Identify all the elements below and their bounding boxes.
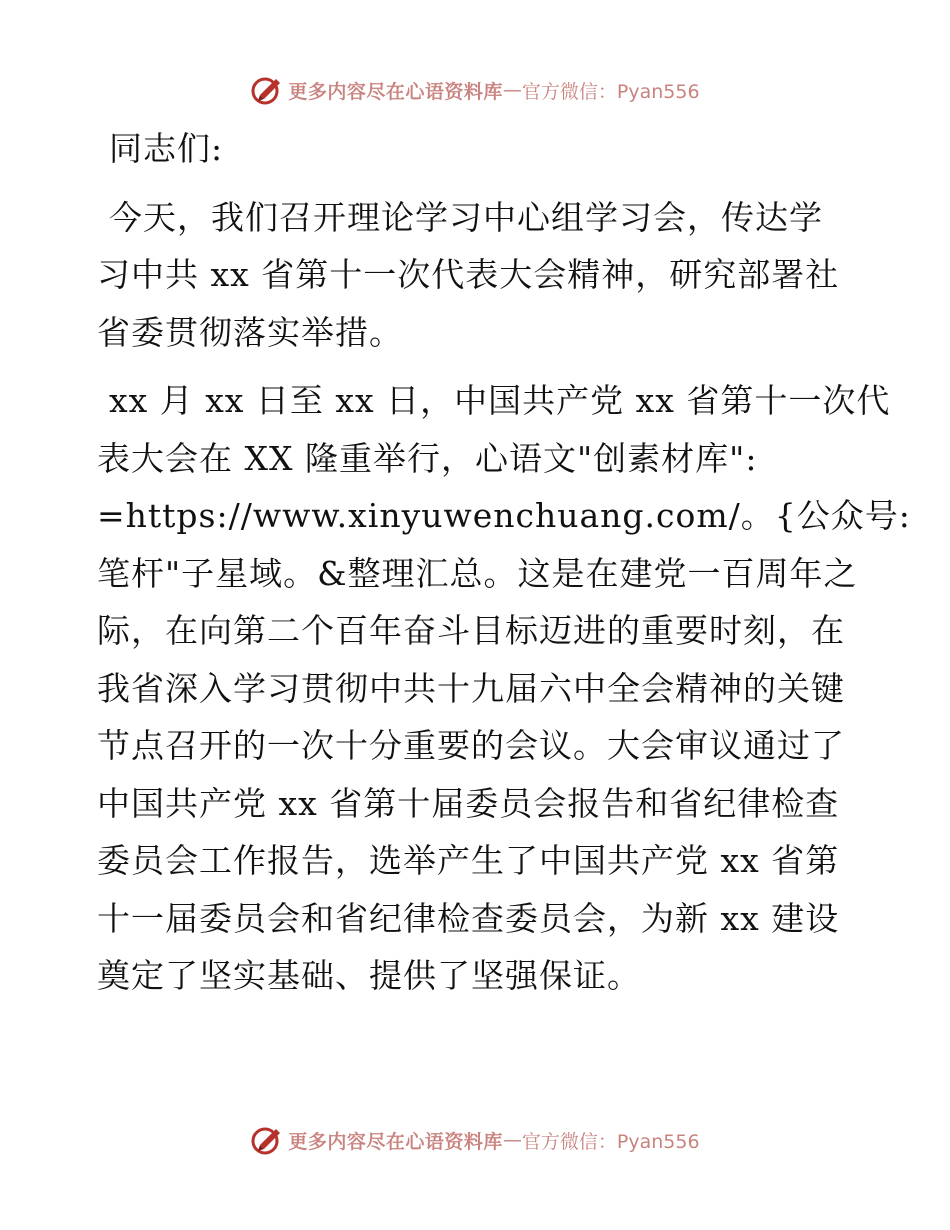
paragraph-line: 奠定了坚实基础、提供了坚强保证。	[97, 956, 641, 995]
paragraph-2	[97, 372, 911, 1005]
paragraph-1	[97, 189, 857, 362]
watermark-wechat-text: 官方微信：Pyan556	[521, 80, 700, 103]
paragraph-line: 表大会在 XX 隆重举行，心语文"创素材库":	[97, 438, 758, 478]
pen-logo-icon	[250, 73, 284, 107]
document-body	[97, 120, 911, 1005]
paragraph-line: 省委贯彻落实举措。	[97, 312, 403, 352]
watermark-dash: —	[502, 79, 522, 101]
paragraph-line: 中国共产党 xx 省第十届委员会报告和省纪律检查	[97, 783, 840, 823]
salutation: 同志们:	[109, 129, 224, 168]
paragraph-line: =https://www.xinyuwenchuang.com/。{公众号:	[97, 496, 911, 535]
watermark-main-text: 更多内容尽在心语资料库	[288, 80, 503, 103]
paragraph-line: 委员会工作报告，选举产生了中国共产党 xx 省第	[97, 841, 840, 880]
paragraph-line: 十一届委员会和省纪律检查委员会，为新 xx 建设	[97, 898, 840, 938]
paragraph-line: 笔杆"子星域。&整理汇总。这是在建党一百周年之	[97, 553, 858, 593]
watermark-banner-bottom	[0, 1120, 950, 1160]
paragraph-line: 我省深入学习贯彻中共十九届六中全会精神的关键	[97, 668, 845, 708]
watermark-banner-top	[0, 70, 950, 110]
watermark-wechat-text: 官方微信：Pyan556	[521, 1130, 700, 1153]
pen-logo-icon	[250, 1123, 284, 1157]
watermark-main-text: 更多内容尽在心语资料库	[288, 1130, 503, 1153]
paragraph-line: 节点召开的一次十分重要的会议。大会审议通过了	[97, 726, 845, 765]
paragraph-line: 际，在向第二个百年奋斗目标迈进的重要时刻，在	[97, 611, 845, 650]
paragraph-line: 今天，我们召开理论学习中心组学习会，传达学	[109, 197, 823, 237]
paragraph-line: 习中共 xx 省第十一次代表大会精神，研究部署社	[97, 255, 840, 294]
paragraph-line: xx 月 xx 日至 xx 日，中国共产党 xx 省第十一次代	[109, 381, 891, 420]
watermark-dash: —	[502, 1129, 522, 1151]
